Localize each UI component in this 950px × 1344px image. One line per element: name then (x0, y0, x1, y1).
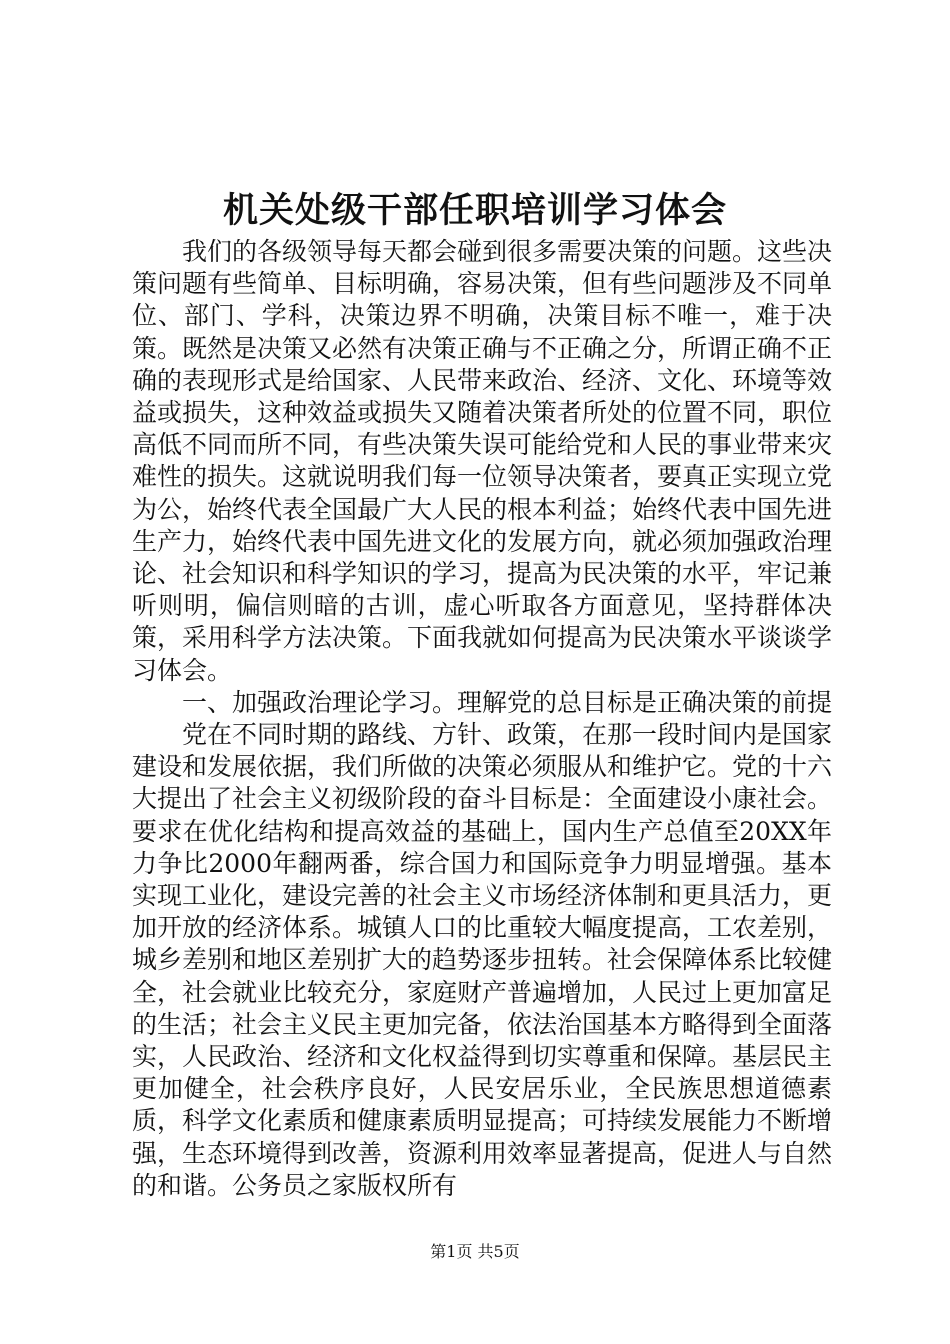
document-body (132, 236, 832, 1202)
paragraph-party-goals: 党在不同时期的路线、方针、政策，在那一段时间内是国家建设和发展依据，我们所做的决策必须服从和维护它。党的十六大提出了社会主义初级阶段的奋斗目标是：全面建设小康社会。要求在优化结构和提高效益的基础上，国内生产总值至20XX年力争比2000年翻两番，综合国力和国际竞争力明显增强。基本实现工业化，建设完善的社会主义市场经济体制和更具活力，更加开放的经济体系。城镇人口的比重较大幅度提高，工农差别，城乡差别和地区差别扩大的趋势逐步扭转。社会保障体系比较健全，社会就业比较充分，家庭财产普遍增加，人民过上更加富足的生活；社会主义民主更加完备，依法治国基本方略得到全面落实，人民政治、经济和文化权益得到切实尊重和保障。基层民主更加健全，社会秩序良好，人民安居乐业，全民族思想道德素质，科学文化素质和健康素质明显提高；可持续发展能力不断增强，生态环境得到改善，资源利用效率显著提高，促进人与自然的和谐。公务员之家版权所有 (132, 720, 833, 1200)
page-number-footer: 第1页 共5页 (430, 1242, 520, 1261)
document-title: 机关处级干部任职培训学习体会 (222, 190, 727, 231)
paragraph-section-heading: 一、加强政治理论学习。理解党的总目标是正确决策的前提 (182, 687, 833, 717)
paragraph-intro: 我们的各级领导每天都会碰到很多需要决策的问题。这些决策问题有些简单、目标明确，容易决策，但有些问题涉及不同单位、部门、学科，决策边界不明确，决策目标不唯一，难于决策。既然是决策又必然有决策正确与不正确之分，所谓正确不正确的表现形式是给国家、人民带来政治、经济、文化、环境等效益或损失，这种效益或损失又随着决策者所处的位置不同，职位高低不同而所不同，有些决策失误可能给党和人民的事业带来灾难性的损失。这就说明我们每一位领导决策者，要真正实现立党为公，始终代表全国最广大人民的根本利益；始终代表中国先进生产力，始终代表中国先进文化的发展方向，就必须加强政治理论、社会知识和科学知识的学习，提高为民决策的水平，牢记兼听则明，偏信则暗的古训，虚心听取各方面意见，坚持群体决策，采用科学方法决策。下面我就如何提高为民决策水平谈谈学习体会。 (132, 237, 833, 685)
